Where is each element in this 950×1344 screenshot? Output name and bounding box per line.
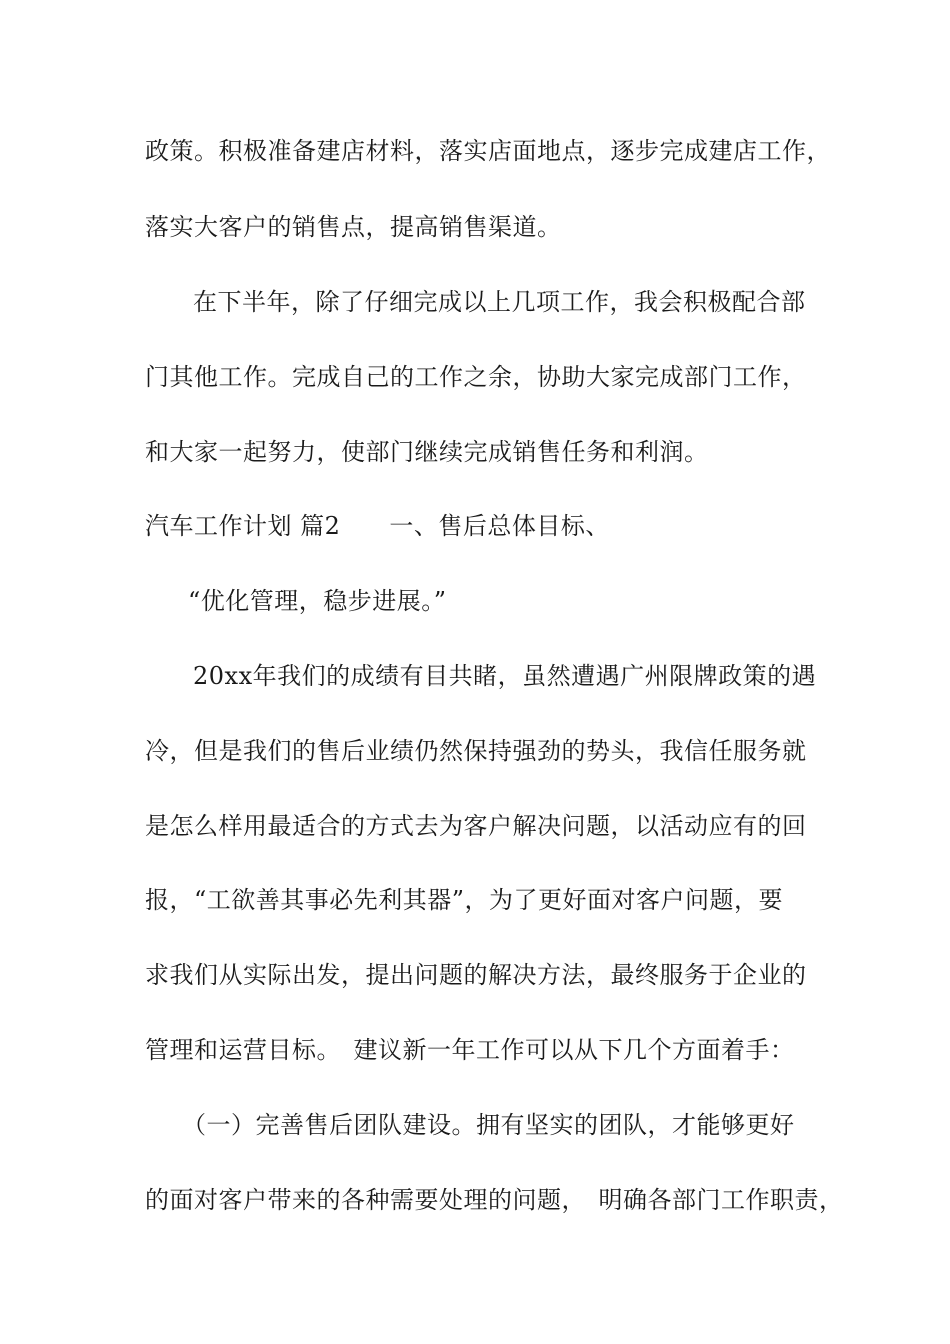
text-line-10: 是怎么样用最适合的方式去为客户解决问题，以活动应有的回 [145, 812, 807, 840]
section-heading-line: 汽车工作计划 篇2 一、售后总体目标、 [145, 512, 610, 540]
text-line-12: 求我们从实际出发，提出问题的解决方法，最终服务于企业的 [145, 961, 807, 989]
text-line-15: 的面对客户带来的各种需要处理的问题， 明确各部门工作职责， [145, 1186, 844, 1214]
paragraph-start-line-3: 在下半年，除了仔细完成以上几项工作，我会积极配合部 [193, 288, 806, 316]
text-line-9: 冷，但是我们的售后业绩仍然保持强劲的势头，我信任服务就 [145, 737, 807, 765]
text-line-2: 落实大客户的销售点，提高销售渠道。 [145, 213, 562, 241]
paragraph-start-line-14: （一）完善售后团队建设。拥有坚实的团队，才能够更好 [182, 1111, 795, 1139]
quote-line: “优化管理，稳步进展。” [188, 587, 447, 615]
text-line-1: 政策。积极准备建店材料，落实店面地点，逐步完成建店工作， [145, 137, 831, 165]
text-line-11: 报，“工欲善其事必先利其器”，为了更好面对客户问题，要 [145, 886, 784, 914]
text-line-4: 门其他工作。完成自己的工作之余，协助大家完成部门工作， [145, 363, 807, 391]
text-line-13: 管理和运营目标。 建议新一年工作可以从下几个方面着手： [145, 1036, 795, 1064]
paragraph-start-line-8: 20xx年我们的成绩有目共睹，虽然遭遇广州限牌政策的遇 [193, 662, 817, 690]
text-line-5: 和大家一起努力，使部门继续完成销售任务和利润。 [145, 438, 709, 466]
